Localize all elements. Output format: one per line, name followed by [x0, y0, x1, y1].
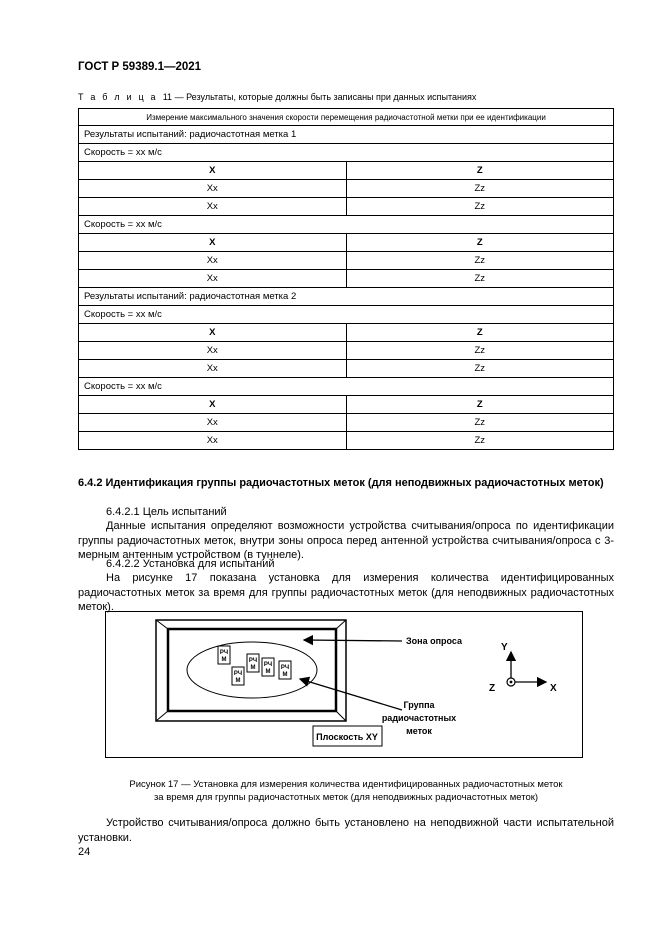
table-cell: Xx: [79, 432, 347, 450]
closing-paragraph: Устройство считывания/опроса должно быть установлено на неподвижной части испытательной установки.: [78, 817, 614, 844]
table-cell: Xx: [79, 342, 347, 360]
table-row: [79, 342, 614, 360]
table-row: [79, 234, 614, 252]
table-column-header: X: [79, 162, 347, 180]
table-row: [79, 252, 614, 270]
group-label-line-3: меток: [406, 726, 432, 736]
subsection-2-text: На рисунке 17 показана установка для измерения количества идентифицированных радиочастотных меток за время для группы радиочастотных меток (для неподвижных радиочастотных меток).: [78, 572, 614, 614]
subsection-1-text: Данные испытания определяют возможности устройства считывания/опроса по идентификации группы радиочастотных меток, внутри зоны опроса перед антенной устройства считывания/опроса с 3-мерным антенным устройством (в туннеле).: [78, 520, 614, 562]
figure-caption-line-1: Рисунок 17 — Установка для измерения количества идентифицированных радиочастотных меток: [129, 779, 563, 790]
table-row: [79, 324, 614, 342]
document-header: ГОСТ Р 59389.1—2021: [78, 61, 202, 73]
figure-diagram: [106, 612, 584, 759]
table-column-header: Z: [346, 396, 614, 414]
table-column-header: X: [79, 234, 347, 252]
results-table: [78, 108, 614, 450]
tag-3-bottom: М: [250, 665, 256, 671]
subsection-1-title: 6.4.2.1 Цель испытаний: [106, 506, 227, 518]
table-row: [79, 306, 614, 324]
tag-3-top: РЧ: [248, 658, 258, 664]
table-cell-full: Скорость = хх м/с: [79, 144, 614, 162]
table-column-header: X: [79, 396, 347, 414]
tag-1-top: РЧ: [219, 650, 229, 656]
table-cell: Zz: [346, 414, 614, 432]
figure-caption: [78, 778, 614, 804]
tag-4-bottom: М: [265, 669, 271, 675]
table-row: [79, 414, 614, 432]
table-cell: Xx: [79, 414, 347, 432]
group-label-line-2: радиочастотных: [381, 713, 457, 723]
table-cell: Zz: [346, 252, 614, 270]
table-column-header: Z: [346, 162, 614, 180]
table-cell: Zz: [346, 342, 614, 360]
table-cell-full: Скорость = хх м/с: [79, 216, 614, 234]
figure-caption-line-2: за время для группы радиочастотных меток (для неподвижных радиочастотных меток): [153, 792, 539, 803]
table-caption: [78, 92, 476, 102]
table-column-header: Z: [346, 234, 614, 252]
table-row: [79, 198, 614, 216]
tag-2-top: РЧ: [233, 671, 243, 677]
table-cell: Xx: [79, 360, 347, 378]
table-caption-prefix: Т а б л и ц а: [78, 92, 158, 102]
table-row: [79, 180, 614, 198]
table-cell-full: Результаты испытаний: радиочастотная метка 1: [79, 126, 614, 144]
table-cell: Zz: [346, 360, 614, 378]
table-row: [79, 162, 614, 180]
table-cell: Xx: [79, 180, 347, 198]
table-row: [79, 288, 614, 306]
table-cell: Zz: [346, 270, 614, 288]
table-header-row: [79, 109, 614, 126]
group-label-line-1: Группа: [403, 700, 435, 710]
page-number: 24: [78, 846, 91, 858]
section-heading-text: 6.4.2 Идентификация группы радиочастотных меток (для неподвижных радиочастотных меток): [78, 477, 604, 489]
tag-1-bottom: М: [221, 657, 227, 663]
table-row: [79, 360, 614, 378]
table-row: [79, 144, 614, 162]
table-cell: Zz: [346, 180, 614, 198]
tag-2-bottom: М: [235, 678, 241, 684]
axis-z-label: Z: [489, 683, 496, 694]
tag-4-top: РЧ: [263, 662, 273, 668]
axis-y-label: Y: [501, 642, 508, 653]
tag-5-bottom: М: [282, 672, 288, 678]
figure-17: [105, 611, 583, 758]
zone-label: Зона опроса: [406, 636, 463, 646]
table-row: [79, 216, 614, 234]
table-header-cell: Измерение максимального значения скорости перемещения радиочастотной метки при ее идентификации: [79, 109, 614, 126]
subsection-2-title: 6.4.2.2 Установка для испытаний: [106, 558, 275, 570]
table-row: [79, 270, 614, 288]
tag-5-top: РЧ: [280, 665, 290, 671]
table-column-header: X: [79, 324, 347, 342]
table-cell-full: Скорость = хх м/с: [79, 306, 614, 324]
axes-icon: [507, 652, 546, 686]
table-column-header: Z: [346, 324, 614, 342]
table-row: [79, 378, 614, 396]
table-cell: Zz: [346, 198, 614, 216]
table-cell-full: Скорость = хх м/с: [79, 378, 614, 396]
section-heading: [78, 476, 614, 491]
table-cell: Xx: [79, 270, 347, 288]
table-cell: Xx: [79, 198, 347, 216]
table-cell-full: Результаты испытаний: радиочастотная метка 2: [79, 288, 614, 306]
table-caption-number: 11: [162, 92, 173, 102]
table-row: [79, 396, 614, 414]
table-row: [79, 432, 614, 450]
table-caption-text: — Результаты, которые должны быть записаны при данных испытаниях: [174, 92, 477, 102]
axis-x-label: X: [550, 683, 557, 694]
table-cell: Xx: [79, 252, 347, 270]
plane-xy-label: Плоскость XY: [316, 732, 378, 742]
table-row: [79, 126, 614, 144]
table-cell: Zz: [346, 432, 614, 450]
